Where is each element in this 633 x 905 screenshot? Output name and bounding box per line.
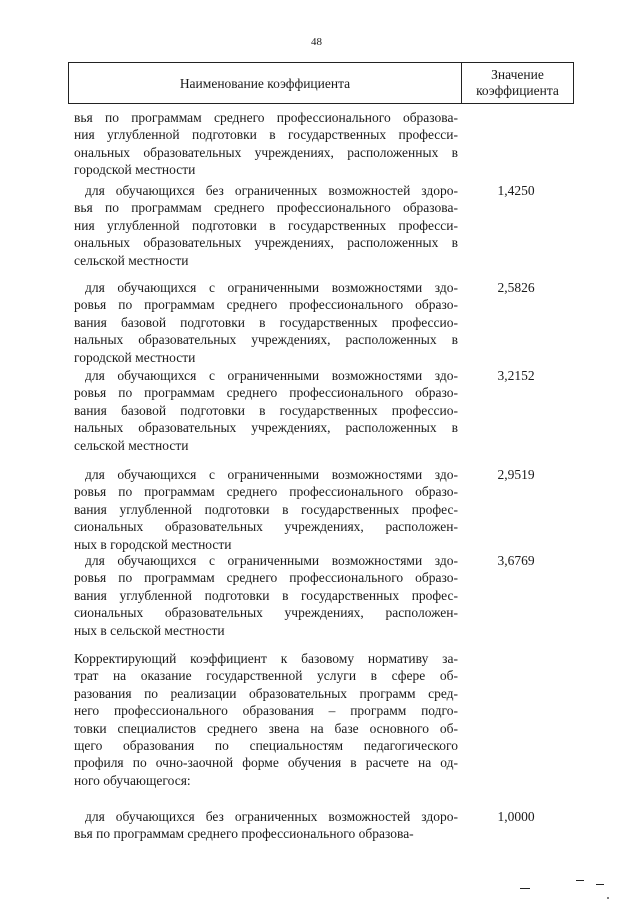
text-line: сельской местности <box>74 252 189 268</box>
text-line: вья по программам среднего профессионального образова- <box>74 110 458 125</box>
coefficient-row-text <box>74 552 458 639</box>
text-line: для обучающихся без ограниченных возможностей здоро- <box>85 809 458 824</box>
text-line: ных в городской местности <box>74 536 232 552</box>
text-line: вания базовой подготовки в государственных профессио- <box>74 402 458 418</box>
text-line: ровья по программам среднего профессионального образо- <box>74 385 458 401</box>
text-line: профиля по очно-заочной форме обучения в расчете на од- <box>74 755 458 771</box>
text-line: него профессионального образования – программ подго- <box>74 703 458 719</box>
text-line: нальных образовательных учреждениях, расположенных в <box>74 420 458 436</box>
header-coefficient-value <box>462 63 573 103</box>
coefficient-value: 2,5826 <box>497 280 535 295</box>
text-line: ния углубленной подготовки в государственных професси- <box>74 217 458 233</box>
text-line: ровья по программам среднего профессионального образо- <box>74 484 458 500</box>
coefficient-value: 3,6769 <box>497 553 535 568</box>
text-line: щего образования по специальностям педагогического <box>74 738 458 754</box>
coefficient-row-text <box>74 109 458 179</box>
text-line: вья по программам среднего профессионального образова- <box>74 200 458 216</box>
text-line: ональных образовательных учреждениях, расположенных в <box>74 144 458 160</box>
scan-mark <box>520 888 530 889</box>
coefficient-row-text <box>74 182 458 269</box>
scan-dot <box>607 897 609 899</box>
header-coefficient-name: Наименование коэффициента <box>69 63 462 103</box>
text-line: для обучающихся с ограниченными возможностями здо- <box>85 280 458 295</box>
text-line: трат на оказание государственной услуги в сфере об- <box>74 668 458 684</box>
text-line: городской местности <box>74 162 196 178</box>
table-header <box>68 62 574 104</box>
coefficient-value: 1,4250 <box>497 183 535 198</box>
coefficient-row-text <box>74 367 458 454</box>
coefficient-row-text <box>74 279 458 366</box>
coefficient-row-text <box>74 808 458 843</box>
header-value-line-2: коэффициента <box>476 83 559 98</box>
coefficient-value: 3,2152 <box>497 368 535 383</box>
coefficient-row-text <box>74 466 458 553</box>
coefficient-row-text <box>74 650 458 789</box>
text-line: нальных образовательных учреждениях, расположенных в <box>74 332 458 348</box>
text-line: ровья по программам среднего профессионального образо- <box>74 297 458 313</box>
text-line: для обучающихся с ограниченными возможностями здо- <box>85 368 458 383</box>
scan-mark <box>596 884 604 885</box>
text-line: городской местности <box>74 349 196 365</box>
text-line: ных в сельской местности <box>74 622 225 638</box>
header-value-line-1: Значение <box>491 67 544 82</box>
coefficient-value: 1,0000 <box>497 809 535 824</box>
text-line: Корректирующий коэффициент к базовому нормативу за- <box>74 651 458 666</box>
page-number: 48 <box>311 36 322 48</box>
text-line: для обучающихся без ограниченных возможностей здоро- <box>85 183 458 198</box>
text-line: вания базовой подготовки в государственных профессио- <box>74 314 458 330</box>
text-line: разования по реализации образовательных программ сред- <box>74 685 458 701</box>
text-line: сиональных образовательных учреждениях, расположен- <box>74 519 458 535</box>
text-line: сельской местности <box>74 437 189 453</box>
text-line: сиональных образовательных учреждениях, расположен- <box>74 605 458 621</box>
text-line: товки специалистов среднего звена на базе основного об- <box>74 720 458 736</box>
text-line: для обучающихся с ограниченными возможностями здо- <box>85 553 458 568</box>
text-line: для обучающихся с ограниченными возможностями здо- <box>85 467 458 482</box>
scan-mark <box>576 880 584 881</box>
text-line: ональных образовательных учреждениях, расположенных в <box>74 235 458 251</box>
text-line: ровья по программам среднего профессионального образо- <box>74 570 458 586</box>
text-line: вья по программам среднего профессионального образова- <box>74 826 414 842</box>
text-line: ния углубленной подготовки в государственных професси- <box>74 127 458 143</box>
text-line: ного обучающегося: <box>74 772 191 788</box>
coefficient-value: 2,9519 <box>497 467 535 482</box>
text-line: вания углубленной подготовки в государственных профес- <box>74 587 458 603</box>
text-line: вания углубленной подготовки в государственных профес- <box>74 501 458 517</box>
